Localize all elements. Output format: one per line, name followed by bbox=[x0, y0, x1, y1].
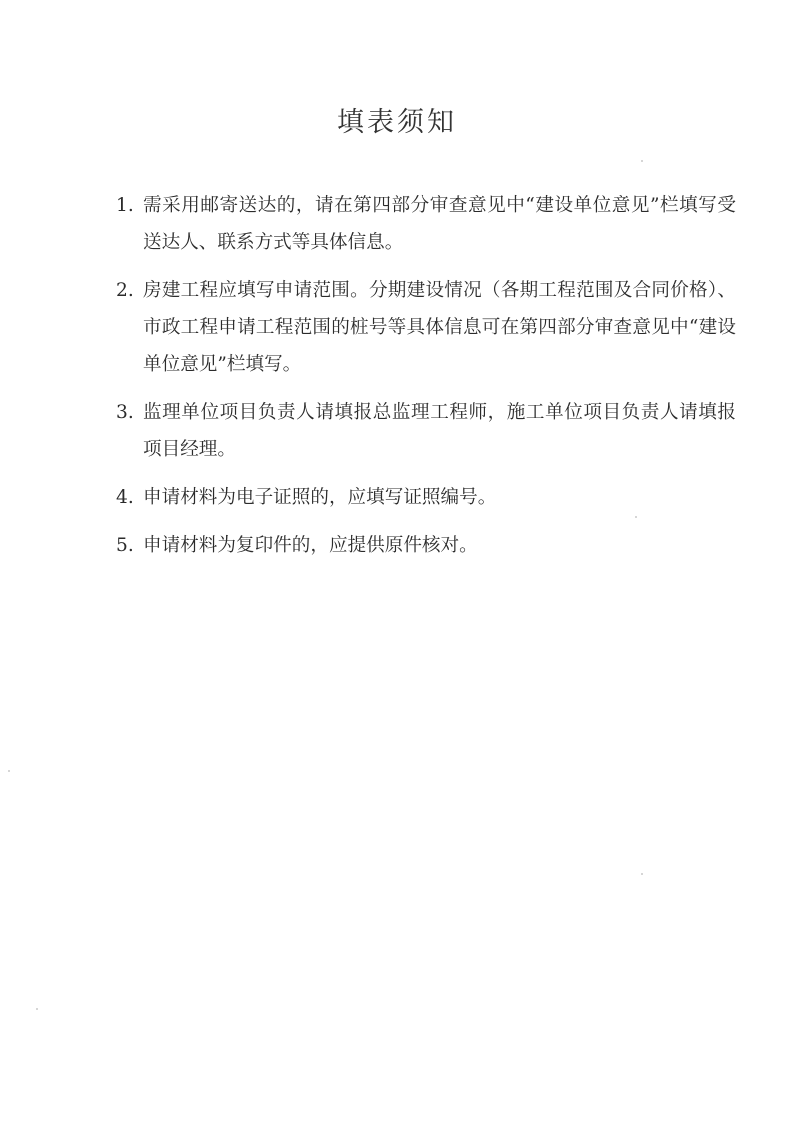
scan-speck bbox=[641, 160, 643, 162]
document-title: 填表须知 bbox=[337, 107, 457, 138]
notes-list bbox=[116, 187, 736, 575]
note-number: 3. bbox=[116, 402, 134, 423]
note-text: 监理单位项目负责人请填报总监理工程师，施工单位项目负责人请填报项目经理。 bbox=[143, 402, 736, 460]
note-number: 2. bbox=[116, 280, 134, 301]
note-text: 需采用邮寄送达的，请在第四部分审查意见中“建设单位意见”栏填写受送达人、联系方式等具体信息。 bbox=[143, 195, 736, 253]
note-item-1 bbox=[116, 187, 736, 261]
scan-speck bbox=[635, 516, 637, 518]
scan-speck bbox=[641, 873, 643, 875]
note-text: 房建工程应填写申请范围。分期建设情况（各期工程范围及合同价格）、市政工程申请工程范围的桩号等具体信息可在第四部分审查意见中“建设单位意见”栏填写。 bbox=[143, 280, 736, 375]
note-item-5 bbox=[116, 527, 736, 564]
note-text: 申请材料为复印件的，应提供原件核对。 bbox=[143, 535, 478, 556]
note-number: 4. bbox=[116, 487, 134, 508]
scan-speck bbox=[36, 1008, 38, 1010]
note-number: 1. bbox=[116, 195, 134, 216]
note-text: 申请材料为电子证照的，应填写证照编号。 bbox=[143, 487, 497, 508]
note-item-3 bbox=[116, 394, 736, 468]
note-item-2 bbox=[116, 272, 736, 383]
scan-speck bbox=[8, 770, 10, 772]
note-item-4 bbox=[116, 479, 736, 516]
note-number: 5. bbox=[116, 535, 134, 556]
